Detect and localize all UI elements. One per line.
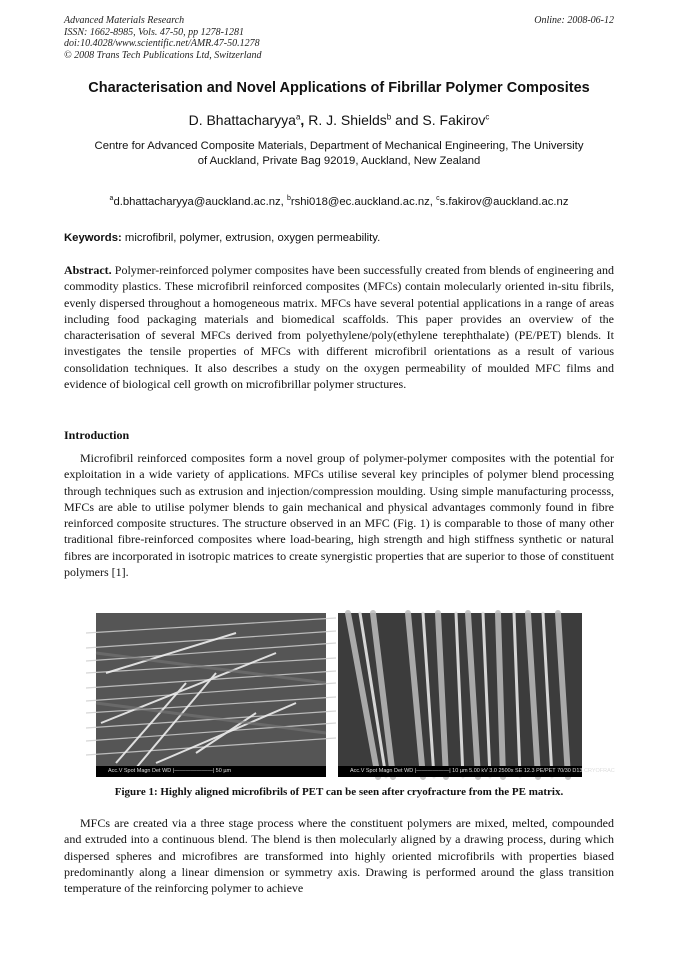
affiliation-line: of Auckland, Private Bag 92019, Auckland, New Zealand (197, 154, 481, 167)
doi-line: doi:10.4028/www.scientific.net/AMR.47-50.1278 (64, 38, 260, 49)
author-list (40, 112, 638, 128)
scale-bar-right: Acc.V Spot Magn Det WD |——————| 10 µm 5.00 kV 3.0 2500x SE 12.3 PE/PET 70/30 D13 CRYOFRAC (338, 766, 582, 777)
author-superscript: a (295, 112, 301, 122)
author-separator: and (391, 112, 423, 128)
affiliation-line: Centre for Advanced Composite Materials, Department of Mechanical Engineering, The University (94, 140, 584, 152)
section-heading-introduction: Introduction (64, 428, 130, 442)
abstract-label: Abstract. (64, 263, 112, 277)
email-superscript: c (436, 195, 440, 202)
mfc-paragraph: MFCs are created via a three stage process where the constituent polymers are mixed, melted, compounded and extruded into a continuous blend. The blend is then molecularly aligned by a drawing process, during which dispersed spheres and microfibres are transformed into highly oriented microfibrils with properties biased predominantly along a linear dimension or symmetry axis. Drawing is performed around the glass transition temperature of the reinforcing polymer to achieve (64, 816, 614, 896)
scale-bar-left: Acc.V Spot Magn Det WD |———————| 50 µm (96, 766, 326, 777)
author-name: S. Fakirov (422, 112, 486, 128)
fibre-texture-right (338, 613, 582, 777)
journal-name: Advanced Materials Research (64, 15, 185, 26)
copyright-line: © 2008 Trans Tech Publications Ltd, Switzerland (64, 49, 262, 61)
email-list (40, 195, 638, 208)
keywords-label: Keywords: (64, 232, 122, 244)
intro-paragraph: Microfibril reinforced composites form a novel group of polymer-polymer composites with the potential for exploitation in a wide variety of applications. MFCs utilise several key principles of polymer blend processing through techniques such as extrusion and injection/compression moulding. Using simple manufacturing processs, MFCs are able to utilise polymer blends to gain mechanical and physical advantages commonly found in fibre reinforced composite structures. The structure observed in an MFC (Fig. 1) is comparable to those of many other traditional fibre-reinforced composites where load-bearing, high strength and high stiffness synthetic or natural fibres are incorporated in isotropic matrices to create synergistic properties that are superior to those of constituent polymers [1]. (64, 451, 614, 580)
email-superscript: b (286, 195, 291, 202)
figure-caption: Figure 1: Highly aligned microfibrils of PET can be seen after cryofracture from the PE matrix. (114, 786, 564, 798)
author-separator: , (300, 112, 309, 128)
paper-title: Characterisation and Novel Applications of Fibrillar Polymer Composites (88, 80, 590, 96)
email-address: s.fakirov@auckland.ac.nz (439, 195, 569, 208)
affiliation (62, 139, 616, 168)
sem-image-left (96, 613, 326, 777)
journal-header (64, 15, 262, 61)
online-date: Online: 2008-06-12 (534, 15, 614, 26)
keywords (64, 232, 614, 244)
abstract-text: Polymer-reinforced polymer composites have been successfully created from blends of engineering and commodity plastics. These microfibril reinforced composites (MFCs) contain molecularly oriented in-situ fibrils, evenly dispersed throughout a homogeneous matrix. MFCs have several potential applications in a range of areas including food packaging materials and biomedical scaffolds. This paper provides an overview of the characterisation of several MFCs derived from polyethylene/poly(ethylene terephthalate) (PE/PET) blends. It investigates the tensile properties of MFCs with different microfibril orientations as a result of various consolidation techniques. It also describes a study on the oxygen permeability of moulded MFC films and evidence of biological cell growth on microfibrillar polymer structures. (64, 263, 614, 392)
issn-line: ISSN: 1662-8985, Vols. 47-50, pp 1278-1281 (64, 26, 244, 38)
keywords-text: microfibril, polymer, extrusion, oxygen permeability. (121, 232, 381, 244)
author-name: D. Bhattacharyya (188, 112, 296, 128)
author-superscript: b (386, 112, 392, 122)
email-address: rshi018@ec.auckland.ac.nz, (290, 195, 437, 208)
sem-image-right (338, 613, 615, 777)
email-superscript: a (109, 195, 114, 202)
abstract (64, 262, 614, 392)
fibre-texture-left (96, 613, 326, 777)
email-address: d.bhattacharyya@auckland.ac.nz, (113, 195, 287, 208)
author-superscript: c (485, 112, 490, 122)
author-name: R. J. Shields (308, 112, 387, 128)
